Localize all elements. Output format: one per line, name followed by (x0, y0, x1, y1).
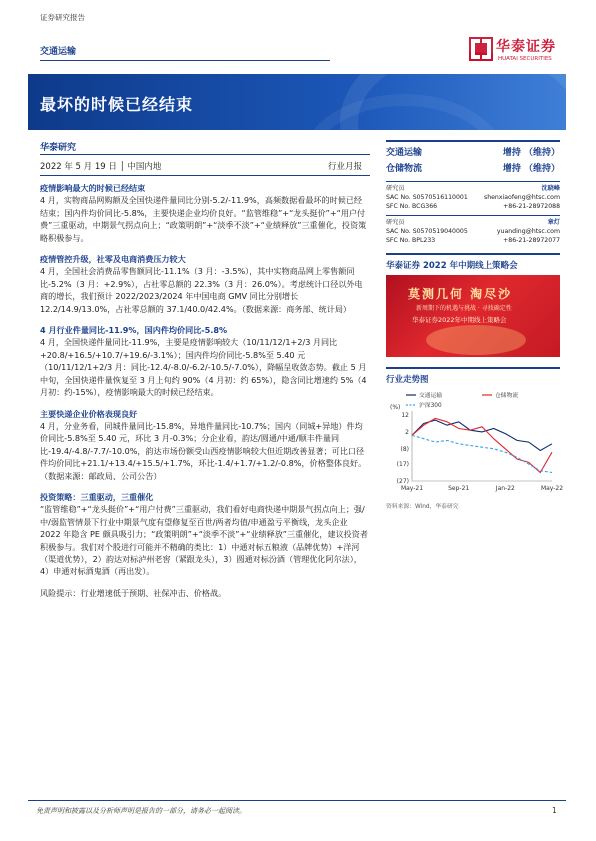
analyst-card (386, 215, 560, 245)
section (40, 408, 370, 482)
section (40, 253, 370, 315)
analyst-email[interactable]: yuanding@htsc.com (496, 228, 560, 235)
section-body: 4 月，全国社会消费品零售额同比-11.1%（3 月：-3.5%），其中实物商品网上零售额同比-5.2%（3 月：+2.9%），占社零总额的 22.3%（3 月：26.0%）。考虑统计口径以外电商的增长，我们预计 2022/2023/2024 年中国电商 GMV 同比分别增长 12.2/14.9/13.0%，占社零总额的 37.1/40.0/42.4%。（数据来源：商务部、统计局） (40, 266, 363, 314)
meta-divider-bottom (40, 175, 370, 176)
y-tick-label: 12 (401, 412, 409, 419)
rating-sector: 交通运输 (386, 148, 423, 158)
section-body: 4 月，全国快递件量同比-11.9%，主要是疫情影响较大（10/11/12/1+2/3 月同比+20.8/+16.5/+10.7/+19.6/-3.1%）；国内件均价同比-5.8%至 5.40 元（10/11/12/1+2/3 月：同比-12.4/-8.0/-6.2/-10.5/-7.0%），降幅呈收敛态势。截止 5 月中旬，全国快递件量恢复至 3 月上旬约 90%（4 月初：约 65%），隐含同比增速约 5%（4 月初：约-15%），疫情影响最大的时候已经结束。 (40, 337, 367, 398)
section-title: 4 月行业件量同比-11.9%，国内件均价同比-5.8% (40, 325, 228, 336)
ad-subtitle: 新周期下的机遇与挑战 · 寻找确定性 (416, 305, 512, 312)
legend-label: 沪深300 (419, 403, 442, 409)
title-banner (28, 74, 566, 130)
ad-title: 华泰证券 2022 年中期线上策略会 (386, 253, 560, 271)
rating-row (386, 145, 560, 161)
x-tick-label: May-21 (400, 485, 424, 492)
chart-source: 资料来源：Wind，华泰研究 (386, 504, 459, 510)
analyst-card (386, 181, 560, 211)
ad-event-name: 华泰证券2022年中期线上策略会 (412, 316, 507, 324)
sidebar (386, 140, 564, 510)
analyst-name: 章灯 (547, 219, 560, 226)
ad-headline: 莫测几何 淘尽沙 (408, 287, 513, 301)
legend-label: 仓储物流 (495, 393, 519, 399)
risk-note: 风险提示：行业增速低于预期、社保冲击、价格战。 (40, 587, 227, 598)
trend-chart-svg (386, 389, 564, 499)
y-tick-label: (17) (396, 461, 409, 469)
analyst-sac: SAC No. S0570519040005 (386, 228, 468, 235)
summary-column (40, 182, 370, 599)
legend-label: 交通运输 (419, 393, 443, 399)
ad-decoration (426, 325, 526, 355)
analyst-email[interactable]: shenxiaofeng@htsc.com (483, 194, 560, 201)
section-body: 4 月，分业务看，同城件量同比-15.8%，异地件量同比-10.7%；国内（同城+异地）件均价同比-5.8%至 5.40 元，环比 3 月-0.3%；分企业看，韵达/圆通/中通/顺丰件量同比-19.4/-4.8/-7.7/-10.0%，韵达市场份额受山西疫情影响较大但近期改善显著；可比口径件均价同比+21.1/+13.4/+15.5/+1.7%，环比-1.4/+1.7/+1.2/-0.8%，价格整体良好。（数据来源：邮政局、公司公告） (40, 420, 367, 481)
section-title: 疫情管控升级，社零及电商消费压力较大 (40, 254, 186, 265)
logo-cn-text: 华泰证券 (496, 39, 556, 55)
section (40, 182, 370, 244)
report-kind: 行业月报 (328, 162, 363, 172)
meta-divider (40, 154, 370, 155)
trend-title: 行业走势图 (386, 367, 560, 385)
rating-value: 增持 （维持） (502, 164, 560, 174)
date-line: 2022 年 5 月 19 日 │ 中国内地 (40, 162, 162, 172)
ratings-block (386, 140, 560, 177)
rating-row (386, 161, 560, 177)
strategy-meeting-ad[interactable] (386, 275, 560, 357)
page-number: 1 (552, 806, 557, 815)
report-type-label: 证券研究报告 (40, 13, 85, 22)
y-axis-label: (%) (390, 404, 401, 411)
x-tick-label: Sep-21 (448, 485, 470, 492)
sector-label: 交通运输 (40, 47, 77, 57)
y-tick-label: 2 (405, 428, 409, 436)
y-tick-label: (27) (396, 478, 409, 485)
section-body: 4 月，实物商品网购额及全国快递件量同比分别-5.2/-11.9%，高频数据看最坏的时候已经结束；国内件均价同比-5.8%，主要快递企业均价良好。“监管维稳”+“龙头挺价”+“用户付费”三重驱动，中期景气拐点向上；“政策明朗”+“淡季不淡”+“业绩释放”三重催化，投资策略积极参与。 (40, 195, 367, 243)
section (40, 491, 370, 578)
section-title: 主要快递企业价格表现良好 (40, 408, 138, 419)
x-tick-label: Jan-22 (495, 485, 515, 492)
report-title: 最坏的时候已经结束 (40, 95, 194, 114)
footer-divider (28, 800, 566, 801)
trend-chart (386, 389, 564, 499)
section-title: 疫情影响最大的时候已经结束 (40, 183, 146, 193)
rating-value: 增持 （维持） (502, 148, 560, 158)
analyst-sac: SAC No. S0570516110001 (386, 194, 468, 201)
rating-sector: 仓储物流 (386, 164, 423, 174)
analyst-role: 研究员 (386, 219, 405, 226)
analyst-sfc: SFC No. BPL233 (386, 237, 436, 244)
org-name: 华泰研究 (40, 143, 77, 153)
y-tick-label: (8) (400, 445, 409, 453)
x-tick-label: May-22 (540, 485, 564, 492)
analyst-sfc: SFC No. BCG366 (386, 203, 438, 210)
section (40, 324, 370, 398)
section-title: 投资策略：三重驱动，三重催化 (40, 491, 154, 502)
analyst-phone: +86-21-28972077 (503, 237, 560, 244)
analyst-role: 研究员 (386, 185, 405, 192)
series-line (412, 435, 552, 472)
header-divider (40, 60, 330, 61)
section-body: “监管维稳”+“龙头挺价”+“用户付费”三重驱动，我们看好电商快递中期景气拐点向上；强/中/弱监管情景下行业中期景气度有望修复至百世/两者均值/申通盈亏平衡线，龙头企业 2022 年隐含 PE 颇具吸引力；“政策明朗”+“淡季不淡”+“业绩释放”三重催化，建议投资者积极参与。我们对个股进行可能并不精确的类比：1）中通对标五粮液（品牌优势）+洋河（渠道优势），2）韵达对标泸州老窖（紧跟龙头），3）圆通对标汾酒（管理优化阿尔法），4）申通对标酒鬼酒（再出发）。 (40, 504, 368, 577)
analyst-name: 沈晓峰 (541, 185, 560, 192)
series-line (412, 418, 552, 472)
series-line (412, 420, 552, 450)
logo-en-text: HUATAI SECURITIES (498, 56, 552, 62)
analyst-phone: +86-21-28972088 (503, 203, 560, 210)
disclaimer-note: 免责声明和披露以及分析师声明是报告的一部分，请务必一起阅读。 (36, 807, 246, 815)
